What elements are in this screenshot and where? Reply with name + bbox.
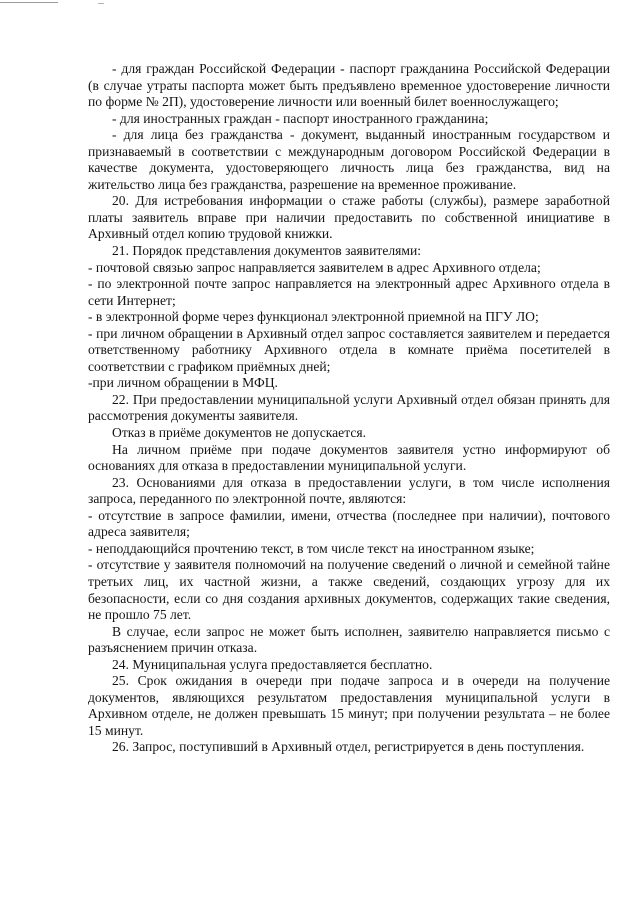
paragraph-clause-23: 23. Основаниями для отказа в предоставлении услуги, в том числе исполнения запроса, переданного по электронной почте, являются: — [88, 474, 610, 507]
paragraph-refusal-letter: В случае, если запрос не может быть исполнен, заявителю направляется письмо с разъяснением причин отказа. — [88, 623, 610, 656]
paragraph-by-post: - почтовой связью запрос направляется заявителем в адрес Архивного отдела; — [88, 259, 541, 275]
paragraph-clause-22: 22. При предоставлении муниципальной услуги Архивный отдел обязан принять для рассмотрения документы заявителя. — [88, 391, 610, 424]
paragraph-passport-rf: - для граждан Российской Федерации - паспорт гражданина Российской Федерации (в случае утраты паспорта может быть предъявлено временное удостоверение личности по форме № 2П), удостоверение личности или военный билет военнослужащего; — [88, 61, 610, 110]
paragraph-stateless: - для лица без гражданства - документ, выданный иностранным государством и признаваемый в соответствии с международным договором Российской Федерации в качестве документа, удостоверяющего личность лица без гражданства, вид на жительство лица без гражданства, разрешение на временное проживание. — [88, 127, 610, 192]
paragraph-clause-25: 25. Срок ожидания в очереди при подаче запроса и в очереди на получение документов, являющихся результатом предоставления муниципальной услуги в Архивном отделе, не должен превышать 15 минут; при получении результата – не более 15 минут. — [88, 673, 610, 738]
scan-top-mark — [98, 3, 104, 4]
paragraph-by-email: - по электронной почте запрос направляется на электронный адрес Архивного отдела в сети Интернет; — [88, 276, 610, 308]
paragraph-illegible-text: - неподдающийся прочтению текст, в том числе текст на иностранном языке; — [88, 540, 535, 556]
document-page — [88, 61, 610, 756]
paragraph-clause-20: 20. Для истребования информации о стаже работы (службы), размере заработной платы заявитель вправе при наличии предоставить по собственной инициативе в Архивный отдел копию трудовой книжки. — [88, 193, 610, 242]
paragraph-clause-26: 26. Запрос, поступивший в Архивный отдел, регистрируется в день поступления. — [112, 739, 585, 755]
paragraph-passport-foreign: - для иностранных граждан - паспорт иностранного гражданина; — [112, 110, 489, 126]
scan-top-rule — [0, 2, 58, 3]
paragraph-mfc: -при личном обращении в МФЦ. — [88, 375, 278, 391]
paragraph-missing-name: - отсутствие в запросе фамилии, имени, отчества (последнее при наличии), почтового адреса заявителя; — [88, 507, 610, 540]
paragraph-oral-info: На личном приёме при подаче документов заявителя устно информируют об основаниях для отказа в предоставлении муниципальной услуги. — [88, 441, 610, 474]
paragraph-clause-24: 24. Муниципальная услуга предоставляется бесплатно. — [112, 656, 433, 672]
paragraph-electronic-form: - в электронной форме через функционал электронной приемной на ПГУ ЛО; — [88, 309, 539, 325]
paragraph-no-authority: - отсутствие у заявителя полномочий на получение сведений о личной и семейной тайне третьих лиц, их частной жизни, а также сведений, создающих угрозу для их безопасности, если со дня создания архивных документов, содержащих такие сведения, не прошло 75 лет. — [88, 557, 610, 623]
paragraph-in-person: - при личном обращении в Архивный отдел запрос составляется заявителем и передается ответственному работнику Архивного отдела в комнате приёма посетителей в соответствии с графиком приёмных дней; — [88, 325, 610, 374]
paragraph-clause-21: 21. Порядок представления документов заявителями: — [112, 243, 422, 259]
paragraph-no-refusal: Отказ в приёме документов не допускается. — [112, 425, 366, 441]
